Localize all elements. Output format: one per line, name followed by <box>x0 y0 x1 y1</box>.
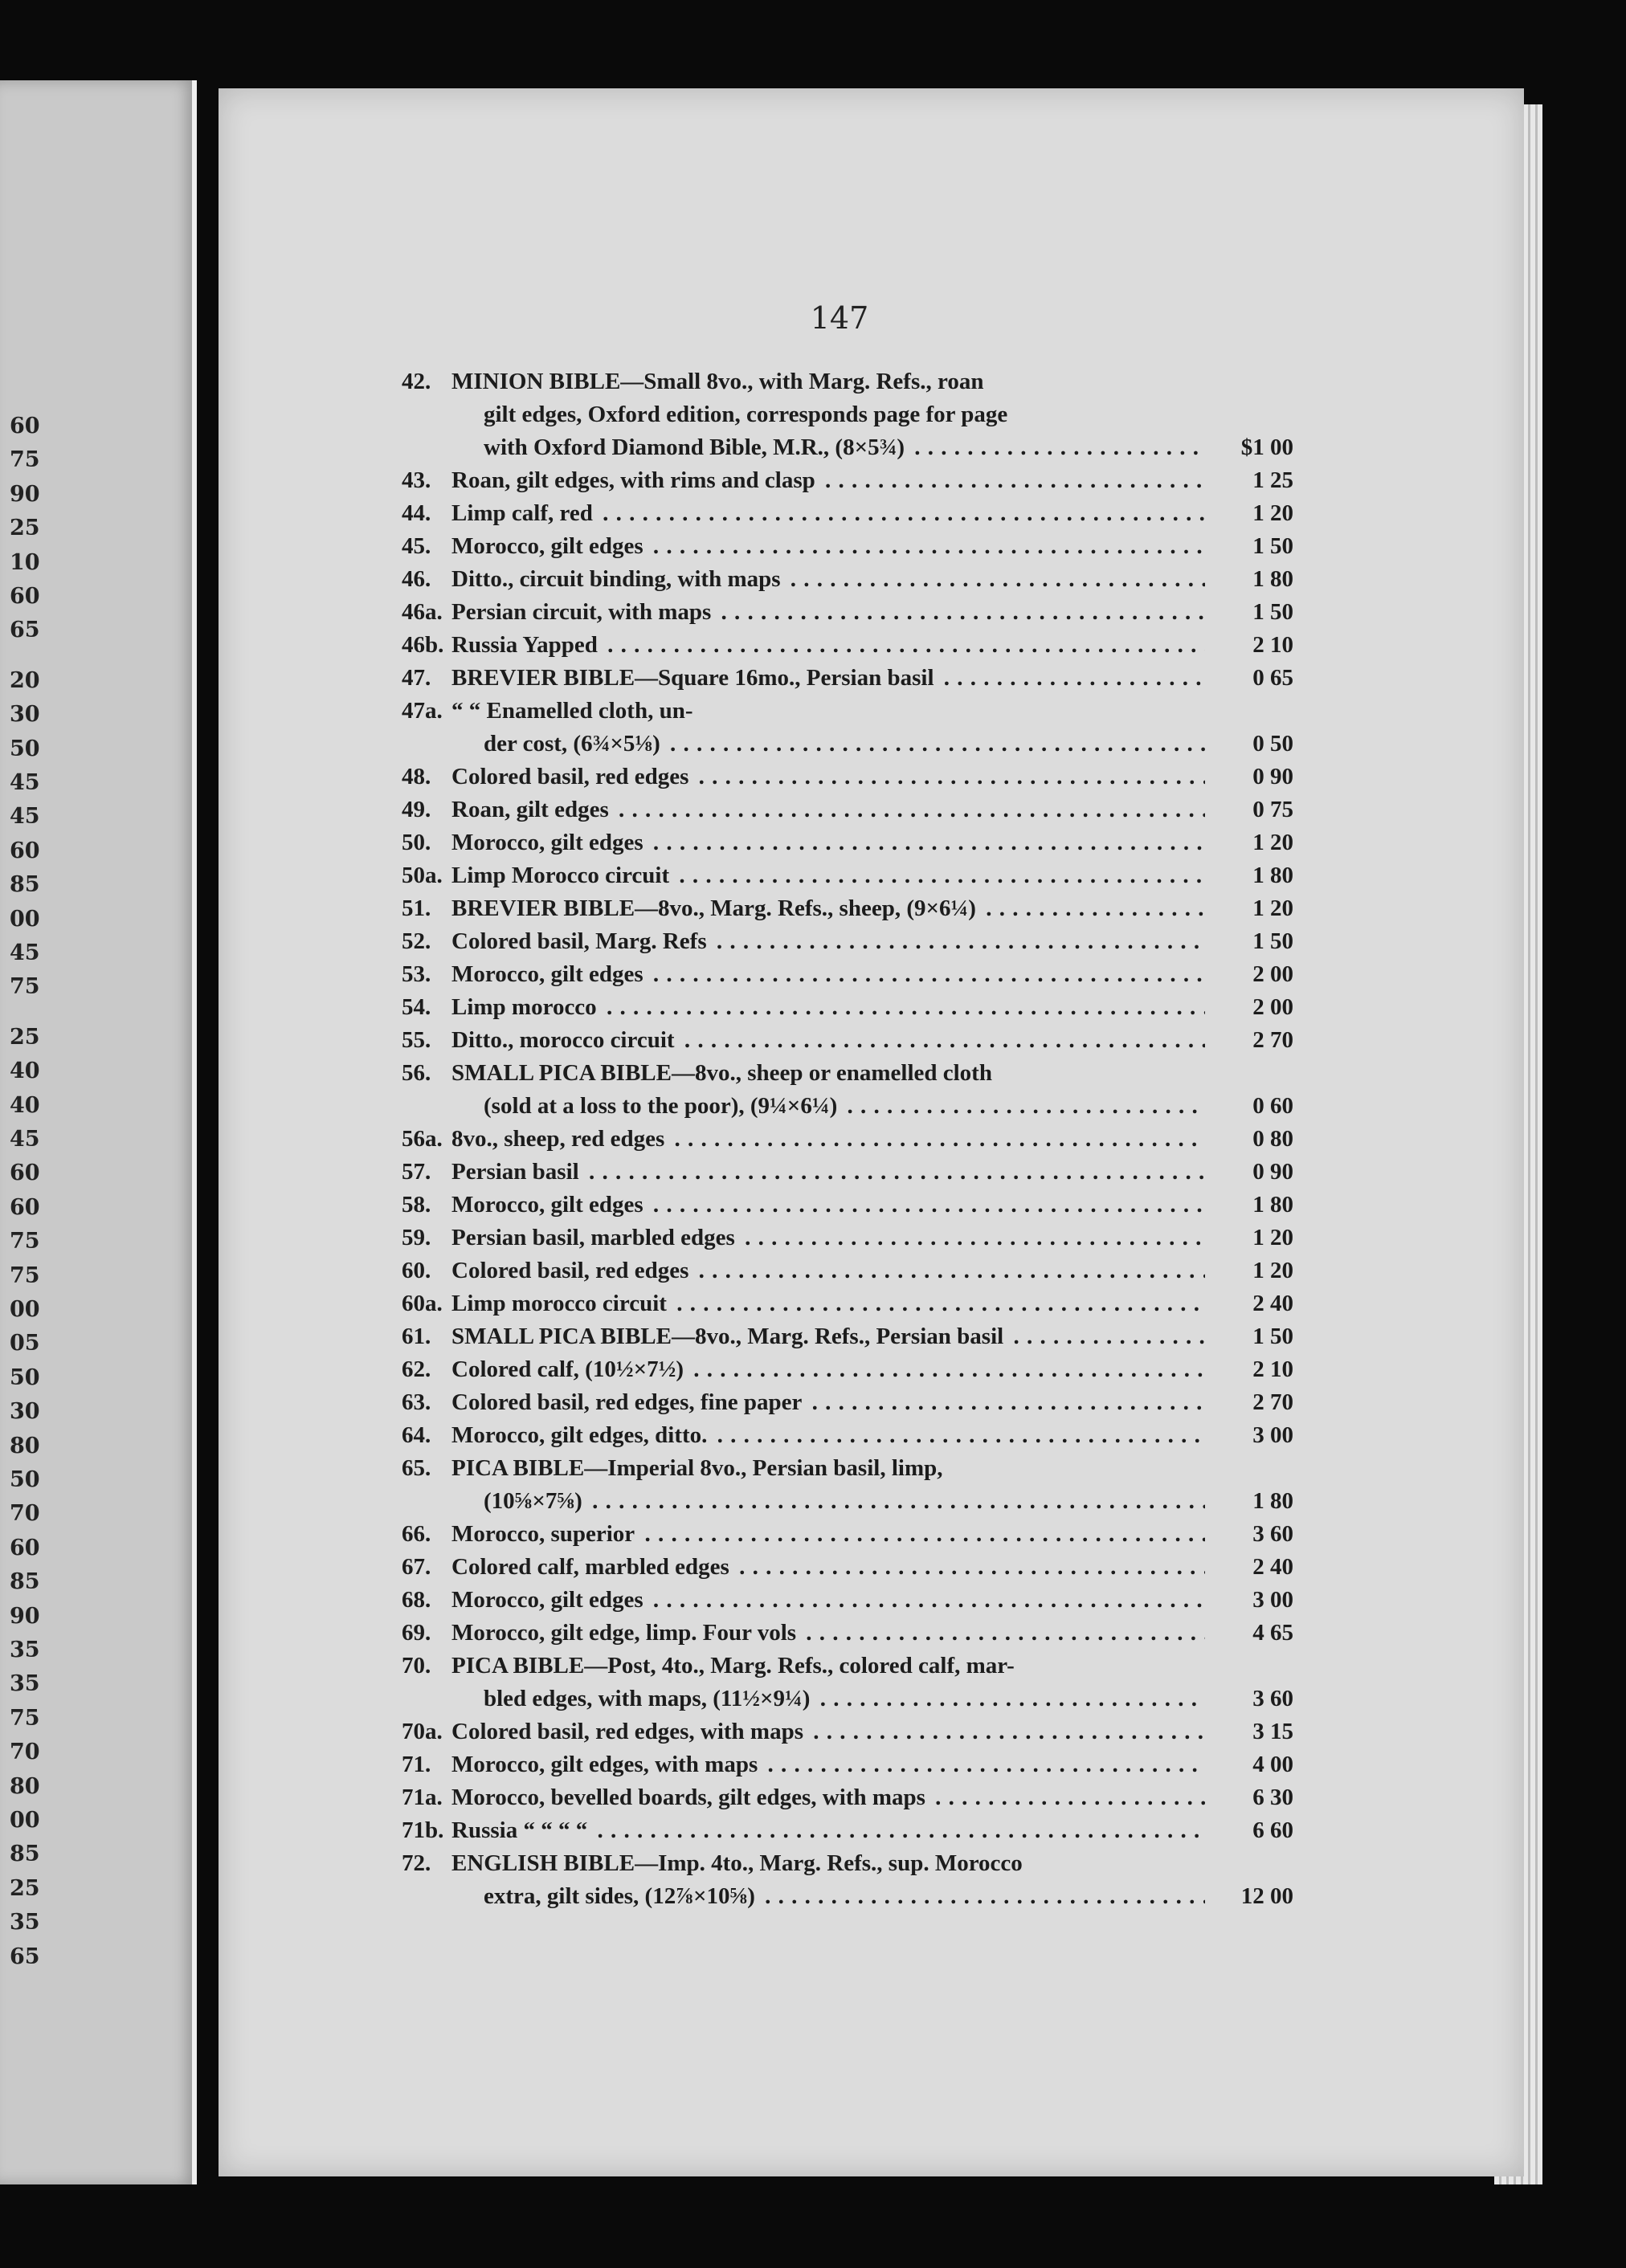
previous-page-price: 25 <box>10 516 40 541</box>
previous-page-price: 60 <box>10 1194 40 1220</box>
entry-description: Persian circuit, with maps <box>451 599 714 625</box>
entry-line <box>402 1090 1293 1123</box>
entry-number: 47. <box>402 665 431 691</box>
entry-line <box>402 1254 1293 1287</box>
entry-description: Morocco, superior <box>451 1521 638 1547</box>
entry-number: 53. <box>402 961 431 987</box>
entry-line <box>402 662 1293 695</box>
previous-page-price: 60 <box>10 838 40 863</box>
entry-line <box>402 958 1293 991</box>
catalog-entry <box>402 991 1293 1024</box>
catalog-entry <box>402 1419 1293 1452</box>
entry-number: 46. <box>402 566 431 592</box>
entry-description: (sold at a loss to the poor), (9¼×6¼) <box>484 1093 840 1119</box>
catalog-entry <box>402 1715 1293 1748</box>
previous-page-price: 90 <box>10 1603 40 1629</box>
entry-line <box>402 1485 1293 1518</box>
previous-page-price: 00 <box>10 906 40 932</box>
entry-price: 1 20 <box>1252 895 1293 921</box>
entry-line <box>402 1781 1293 1814</box>
previous-page-price: 75 <box>10 974 40 1000</box>
entry-description: Colored basil, red edges <box>451 1258 692 1283</box>
catalog-entry <box>402 1222 1293 1254</box>
entry-number: 70. <box>402 1653 431 1679</box>
entry-number: 52. <box>402 928 431 954</box>
entry-number: 64. <box>402 1422 431 1448</box>
entry-line <box>402 1419 1293 1452</box>
entry-line <box>402 1123 1293 1156</box>
previous-page-price: 40 <box>10 1059 40 1084</box>
catalog-entry <box>402 563 1293 596</box>
entry-number: 48. <box>402 764 431 789</box>
entry-price: 1 80 <box>1252 566 1293 592</box>
catalog-entry <box>402 1320 1293 1353</box>
page-number: 147 <box>810 300 869 336</box>
previous-page-price: 80 <box>10 1773 40 1799</box>
previous-page-price: 65 <box>10 1944 40 1969</box>
catalog-entry <box>402 464 1293 497</box>
entry-description: Limp calf, red <box>451 500 596 526</box>
previous-page-price: 60 <box>10 1535 40 1560</box>
entry-price: 1 50 <box>1252 599 1293 625</box>
entry-price: 1 80 <box>1252 863 1293 888</box>
entry-description: Ditto., circuit binding, with maps <box>451 566 784 592</box>
entry-number: 67. <box>402 1554 431 1580</box>
entry-price: 2 00 <box>1252 994 1293 1020</box>
entry-description: (10⅝×7⅝) <box>484 1488 586 1514</box>
entry-price: 0 90 <box>1252 764 1293 789</box>
entry-number: 66. <box>402 1521 431 1547</box>
catalog-entry <box>402 1057 1293 1123</box>
entry-price: 1 50 <box>1252 1324 1293 1349</box>
catalog-entry <box>402 1518 1293 1551</box>
previous-page-price: 45 <box>10 804 40 830</box>
catalog-entry <box>402 1353 1293 1386</box>
entry-description: BREVIER BIBLE—8vo., Marg. Refs., sheep, (9×6¼) <box>451 895 979 921</box>
entry-number: 55. <box>402 1027 431 1053</box>
entry-line <box>402 859 1293 892</box>
entry-line <box>402 892 1293 925</box>
entry-price: 4 00 <box>1252 1752 1293 1777</box>
entry-line <box>402 826 1293 859</box>
entry-number: 65. <box>402 1455 431 1481</box>
entry-number: 62. <box>402 1356 431 1382</box>
previous-page-price: 10 <box>10 549 40 575</box>
previous-page-price: 45 <box>10 1127 40 1152</box>
entry-number: 43. <box>402 467 431 493</box>
entry-price: 2 70 <box>1252 1027 1293 1053</box>
entry-description: Morocco, gilt edges <box>451 961 647 987</box>
previous-page-price: 30 <box>10 1399 40 1425</box>
catalog-entry <box>402 365 1293 464</box>
previous-page-price: 45 <box>10 770 40 795</box>
entry-description: Roan, gilt edges, with rims and clasp <box>451 467 819 493</box>
previous-page-price: 65 <box>10 618 40 643</box>
entry-number: 60. <box>402 1258 431 1283</box>
entry-line <box>402 563 1293 596</box>
previous-page-price: 70 <box>10 1501 40 1527</box>
entry-number: 46b. <box>402 632 444 658</box>
entry-price: 0 75 <box>1252 797 1293 822</box>
catalog-entry <box>402 958 1293 991</box>
entry-line <box>402 464 1293 497</box>
catalog-entry <box>402 793 1293 826</box>
catalog-entry <box>402 629 1293 662</box>
entry-description: Ditto., morocco circuit <box>451 1027 678 1053</box>
entry-price: 3 00 <box>1252 1587 1293 1613</box>
entry-description: extra, gilt sides, (12⅞×10⅝) <box>484 1883 758 1909</box>
entry-price: 0 50 <box>1252 731 1293 757</box>
entry-price: 1 25 <box>1252 467 1293 493</box>
entry-line <box>402 497 1293 530</box>
catalog-entry <box>402 892 1293 925</box>
entry-description: BREVIER BIBLE—Square 16mo., Persian basil <box>451 665 938 691</box>
entry-number: 56a. <box>402 1126 443 1152</box>
previous-page-price: 50 <box>10 1364 40 1390</box>
entry-number: 51. <box>402 895 431 921</box>
previous-page-price: 70 <box>10 1740 40 1765</box>
entry-number: 57. <box>402 1159 431 1185</box>
entry-description: Persian basil, marbled edges <box>451 1225 738 1250</box>
catalog-entry <box>402 1156 1293 1189</box>
previous-page-price: 25 <box>10 1875 40 1901</box>
previous-page-price: 50 <box>10 1467 40 1492</box>
catalog-entry <box>402 1584 1293 1617</box>
entry-number: 49. <box>402 797 431 822</box>
entry-price: 4 65 <box>1252 1620 1293 1646</box>
entry-price: 1 50 <box>1252 928 1293 954</box>
entry-line <box>402 431 1293 464</box>
entry-number: 50a. <box>402 863 443 888</box>
previous-page-price: 25 <box>10 1024 40 1050</box>
entry-number: 45. <box>402 533 431 559</box>
entry-price: 1 20 <box>1252 1258 1293 1283</box>
entry-line <box>402 530 1293 563</box>
entry-number: 61. <box>402 1324 431 1349</box>
entry-description: gilt edges, Oxford edition, corresponds page for page <box>484 402 1011 427</box>
entry-line <box>402 1683 1293 1715</box>
entry-line <box>402 596 1293 629</box>
previous-page-price: 00 <box>10 1808 40 1833</box>
previous-page-price: 75 <box>10 1705 40 1731</box>
entry-line <box>402 1880 1293 1913</box>
previous-page-price: 20 <box>10 667 40 693</box>
entry-description: Roan, gilt edges <box>451 797 612 822</box>
entry-line <box>402 1518 1293 1551</box>
entry-price: 0 60 <box>1252 1093 1293 1119</box>
entry-price: 2 10 <box>1252 1356 1293 1382</box>
entry-price: 0 65 <box>1252 665 1293 691</box>
entry-price: 6 60 <box>1252 1817 1293 1843</box>
entry-description: Morocco, gilt edges, with maps <box>451 1752 761 1777</box>
entry-number: 69. <box>402 1620 431 1646</box>
previous-page-price: 05 <box>10 1331 40 1356</box>
catalog-entry <box>402 826 1293 859</box>
entry-number: 47a. <box>402 698 443 724</box>
entry-description: Morocco, gilt edges, ditto. <box>451 1422 710 1448</box>
entry-line <box>402 925 1293 958</box>
entry-description: Russia Yapped <box>451 632 601 658</box>
entry-line <box>402 1024 1293 1057</box>
catalog-entry <box>402 1123 1293 1156</box>
entry-number: 70a. <box>402 1719 443 1744</box>
entry-description: Persian basil <box>451 1159 582 1185</box>
previous-page-price: 75 <box>10 1262 40 1288</box>
entry-description: PICA BIBLE—Post, 4to., Marg. Refs., colored calf, mar- <box>451 1653 1018 1679</box>
entry-line <box>402 1320 1293 1353</box>
catalog-entry <box>402 1650 1293 1715</box>
entry-line <box>402 1715 1293 1748</box>
entry-price: 2 70 <box>1252 1389 1293 1415</box>
entry-description: “ “ Enamelled cloth, un- <box>451 698 697 724</box>
entry-line <box>402 728 1293 761</box>
entry-price: 1 20 <box>1252 1225 1293 1250</box>
entry-number: 72. <box>402 1850 431 1876</box>
previous-page <box>0 80 197 2184</box>
previous-page-price: 85 <box>10 872 40 898</box>
entry-description: Colored basil, red edges, fine paper <box>451 1389 805 1415</box>
entry-description: MINION BIBLE—Small 8vo., with Marg. Refs., roan <box>451 369 987 394</box>
entry-price: $1 00 <box>1240 434 1293 460</box>
previous-page-price: 60 <box>10 1161 40 1186</box>
entry-description: Limp Morocco circuit <box>451 863 672 888</box>
catalog-entry <box>402 1254 1293 1287</box>
entry-description: Morocco, gilt edges <box>451 533 647 559</box>
catalog-entry <box>402 1287 1293 1320</box>
catalog-entry <box>402 1189 1293 1222</box>
entry-description: Russia “ “ “ “ <box>451 1817 590 1843</box>
entry-description: der cost, (6¾×5⅛) <box>484 731 664 757</box>
entry-price: 0 80 <box>1252 1126 1293 1152</box>
entry-price: 2 40 <box>1252 1554 1293 1580</box>
entry-line <box>402 1353 1293 1386</box>
entry-number: 44. <box>402 500 431 526</box>
catalog-entry <box>402 1847 1293 1913</box>
previous-page-price: 40 <box>10 1092 40 1118</box>
entry-number: 54. <box>402 994 431 1020</box>
catalog-entry <box>402 925 1293 958</box>
catalog-entry <box>402 695 1293 761</box>
entry-line <box>402 1748 1293 1781</box>
previous-page-price: 90 <box>10 481 40 507</box>
catalog-entry <box>402 1781 1293 1814</box>
entry-description: bled edges, with maps, (11½×9¼) <box>484 1686 813 1711</box>
entry-description: PICA BIBLE—Imperial 8vo., Persian basil, limp, <box>451 1455 946 1481</box>
previous-page-price: 60 <box>10 584 40 609</box>
entry-line <box>402 1287 1293 1320</box>
entry-line <box>402 1386 1293 1419</box>
entry-line <box>402 1057 1293 1090</box>
previous-page-price: 30 <box>10 702 40 728</box>
catalog-entry <box>402 859 1293 892</box>
entry-line <box>402 793 1293 826</box>
entry-description: Limp morocco <box>451 994 600 1020</box>
catalog-entry <box>402 1452 1293 1518</box>
previous-page-price: 85 <box>10 1569 40 1595</box>
entry-line <box>402 695 1293 728</box>
entry-number: 46a. <box>402 599 443 625</box>
entry-number: 60a. <box>402 1291 443 1316</box>
entry-number: 56. <box>402 1060 431 1086</box>
previous-page-price: 60 <box>10 414 40 439</box>
entry-description: Colored basil, red edges <box>451 764 692 789</box>
catalog-entry <box>402 1024 1293 1057</box>
entry-line <box>402 1452 1293 1485</box>
previous-page-price: 75 <box>10 1229 40 1254</box>
previous-page-price: 45 <box>10 940 40 965</box>
entry-price: 0 90 <box>1252 1159 1293 1185</box>
entry-price: 6 30 <box>1252 1785 1293 1810</box>
previous-page-price: 85 <box>10 1842 40 1867</box>
entry-description: SMALL PICA BIBLE—8vo., sheep or enamelled cloth <box>451 1060 995 1086</box>
entry-price: 2 00 <box>1252 961 1293 987</box>
entry-price: 1 20 <box>1252 500 1293 526</box>
entry-line <box>402 1551 1293 1584</box>
entry-description: Morocco, gilt edges <box>451 1192 647 1218</box>
entry-line <box>402 761 1293 793</box>
entry-description: 8vo., sheep, red edges <box>451 1126 668 1152</box>
page-edge <box>192 80 197 2184</box>
entry-price: 12 00 <box>1240 1883 1293 1909</box>
entry-line <box>402 1814 1293 1847</box>
previous-page-price: 35 <box>10 1671 40 1697</box>
previous-page-price: 50 <box>10 736 40 761</box>
entry-line <box>402 629 1293 662</box>
entry-line <box>402 1189 1293 1222</box>
catalog-entry <box>402 1617 1293 1650</box>
previous-page-price: 75 <box>10 447 40 473</box>
catalog-entry <box>402 1814 1293 1847</box>
entry-description: Limp morocco circuit <box>451 1291 670 1316</box>
entry-price: 3 00 <box>1252 1422 1293 1448</box>
entry-description: Colored basil, Marg. Refs <box>451 928 710 954</box>
entry-description: Morocco, gilt edges <box>451 1587 647 1613</box>
entry-line <box>402 1650 1293 1683</box>
catalog-entry <box>402 1551 1293 1584</box>
entry-number: 71b. <box>402 1817 444 1843</box>
entry-description: Morocco, bevelled boards, gilt edges, with maps <box>451 1785 929 1810</box>
entry-price: 2 10 <box>1252 632 1293 658</box>
entry-description: Morocco, gilt edge, limp. Four vols <box>451 1620 799 1646</box>
entry-price: 1 50 <box>1252 533 1293 559</box>
catalog-entry <box>402 596 1293 629</box>
entry-number: 63. <box>402 1389 431 1415</box>
entry-line <box>402 1584 1293 1617</box>
entry-line <box>402 991 1293 1024</box>
previous-page-price: 35 <box>10 1638 40 1662</box>
entry-description: SMALL PICA BIBLE—8vo., Marg. Refs., Persian basil <box>451 1324 1007 1349</box>
entry-number: 58. <box>402 1192 431 1218</box>
entry-description: Colored basil, red edges, with maps <box>451 1719 807 1744</box>
entry-price: 3 60 <box>1252 1521 1293 1547</box>
entry-price: 1 80 <box>1252 1192 1293 1218</box>
entry-number: 59. <box>402 1225 431 1250</box>
entry-line <box>402 398 1293 431</box>
entry-description: Colored calf, (10½×7½) <box>451 1356 687 1382</box>
catalog-entry <box>402 497 1293 530</box>
previous-page-price: 80 <box>10 1433 40 1458</box>
entry-line <box>402 1617 1293 1650</box>
entry-line <box>402 1222 1293 1254</box>
entry-price: 3 60 <box>1252 1686 1293 1711</box>
entry-price: 1 20 <box>1252 830 1293 855</box>
entry-number: 68. <box>402 1587 431 1613</box>
entry-description: Morocco, gilt edges <box>451 830 647 855</box>
entry-number: 42. <box>402 369 431 394</box>
entry-line <box>402 365 1293 398</box>
entry-number: 71a. <box>402 1785 443 1810</box>
entry-number: 71. <box>402 1752 431 1777</box>
entry-price: 3 15 <box>1252 1719 1293 1744</box>
entry-description: ENGLISH BIBLE—Imp. 4to., Marg. Refs., sup. Morocco <box>451 1850 1026 1876</box>
entry-line <box>402 1847 1293 1880</box>
catalog-entry <box>402 1748 1293 1781</box>
entry-price: 1 80 <box>1252 1488 1293 1514</box>
catalog-entry <box>402 1386 1293 1419</box>
entry-description: Colored calf, marbled edges <box>451 1554 733 1580</box>
catalog-entry <box>402 662 1293 695</box>
entry-line <box>402 1156 1293 1189</box>
entry-number: 50. <box>402 830 431 855</box>
catalog-entry <box>402 530 1293 563</box>
previous-page-price: 00 <box>10 1297 40 1322</box>
catalog-entry <box>402 761 1293 793</box>
entry-price: 2 40 <box>1252 1291 1293 1316</box>
entry-description: with Oxford Diamond Bible, M.R., (8×5¾) <box>484 434 908 460</box>
previous-page-price: 35 <box>10 1910 40 1936</box>
